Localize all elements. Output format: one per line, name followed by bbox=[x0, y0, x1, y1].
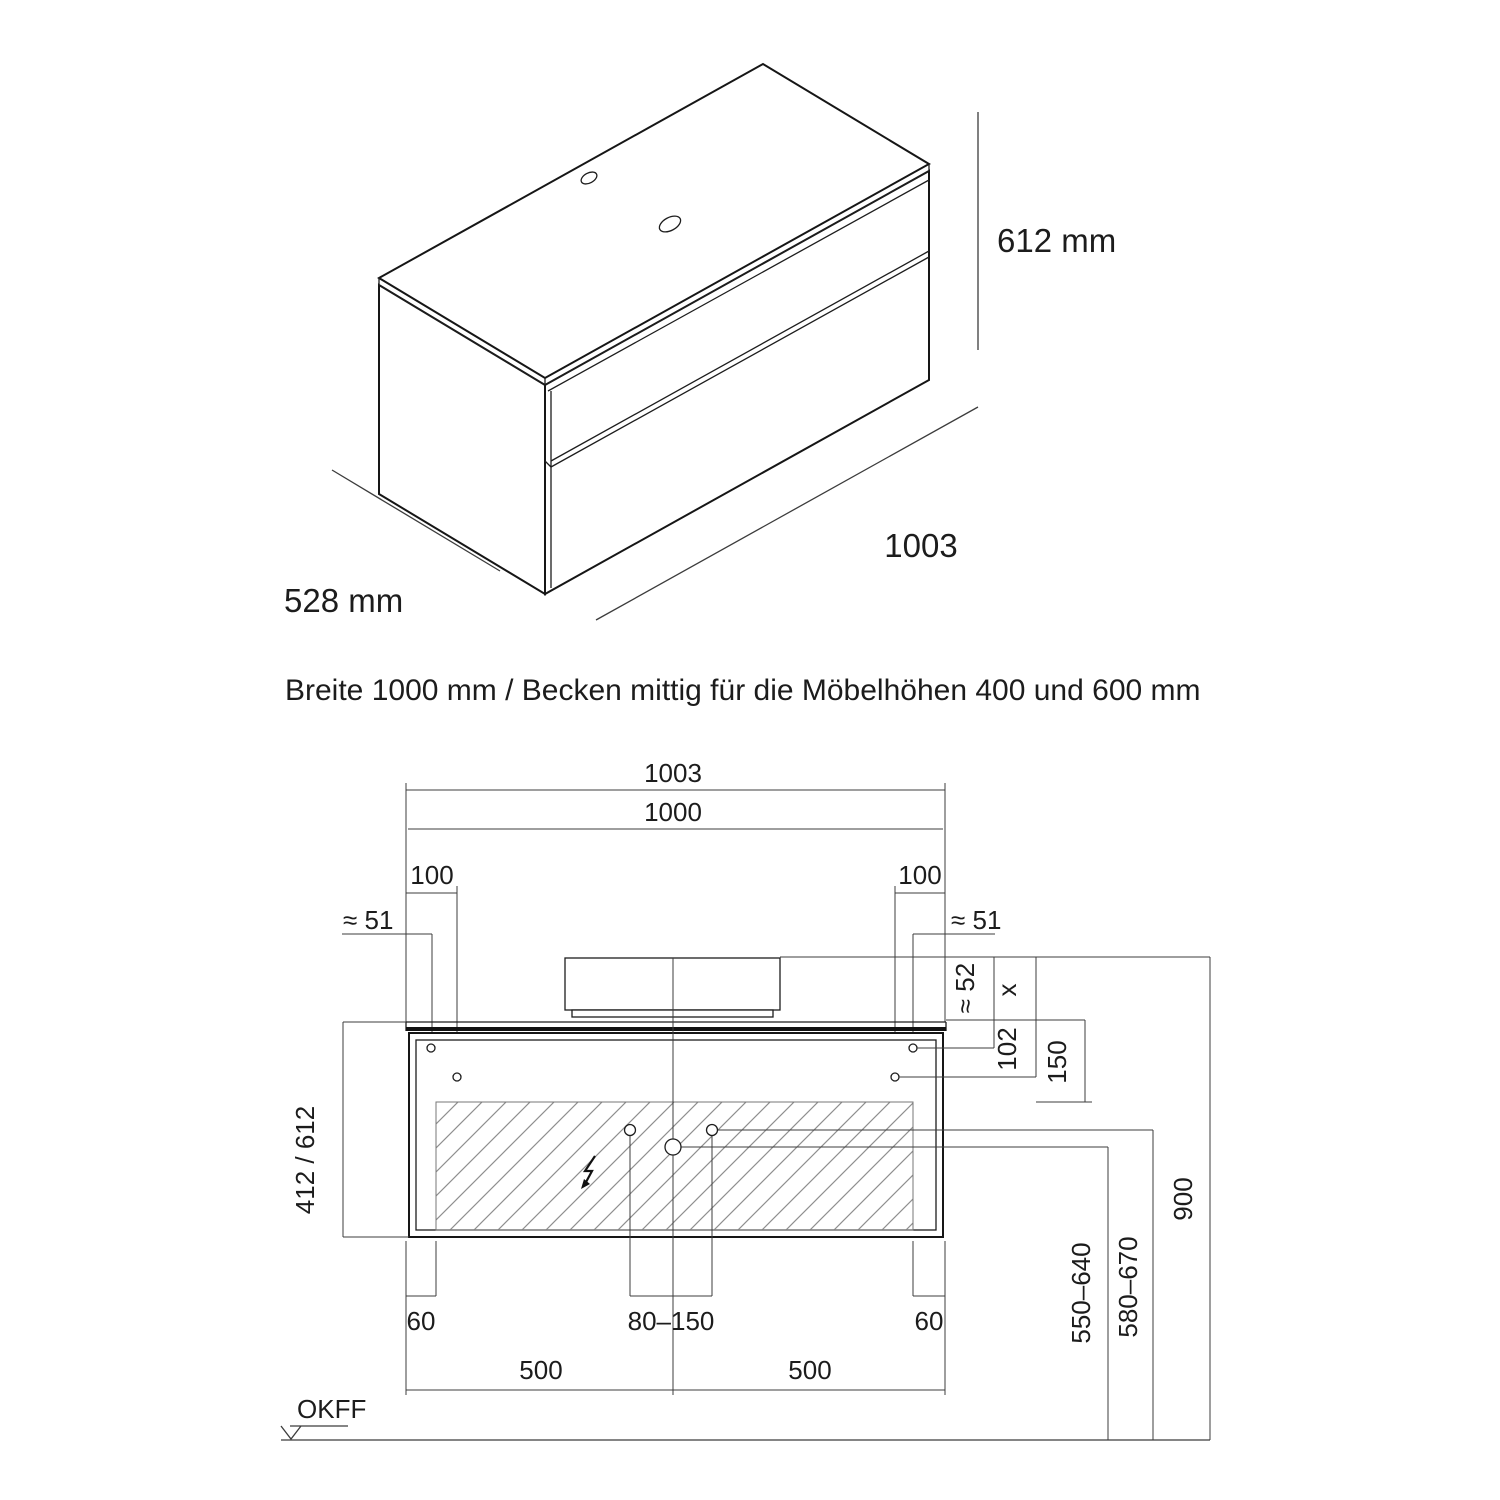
mounting-hole-left-1 bbox=[427, 1044, 435, 1052]
installation-zone-hatch bbox=[436, 1102, 913, 1230]
dim-500-right-label: 500 bbox=[788, 1355, 832, 1385]
connection-circle-left bbox=[625, 1125, 636, 1136]
dim-1000-label: 1000 bbox=[644, 797, 702, 827]
caption-text: Breite 1000 mm / Becken mittig für die Möbelhöhen 400 und 600 mm bbox=[285, 674, 1201, 707]
dim-100-right-label: 100 bbox=[898, 860, 942, 890]
supply-range-label: 580–670 bbox=[1113, 1236, 1143, 1338]
dim-x-label: x bbox=[992, 983, 1022, 997]
mounting-hole-right-1 bbox=[909, 1044, 917, 1052]
dim-1003-label: 1003 bbox=[644, 758, 702, 788]
mounting-hole-left-2 bbox=[453, 1073, 461, 1081]
floor-label: OKFF bbox=[297, 1394, 367, 1424]
dim-102-label: 102 bbox=[992, 1027, 1022, 1071]
dim-60-right-label: 60 bbox=[914, 1306, 944, 1336]
dim-500-left-label: 500 bbox=[519, 1355, 563, 1385]
mounting-hole-right-2 bbox=[891, 1073, 899, 1081]
drain-range-label: 550–640 bbox=[1066, 1242, 1096, 1344]
cabinet-height-dim-lines bbox=[343, 1022, 409, 1237]
wall-height-label: 900 bbox=[1168, 1177, 1198, 1221]
hole-right-label: ≈ 51 bbox=[951, 905, 1002, 935]
floor-level-icon bbox=[281, 1426, 348, 1439]
dim-80-150-label: 80–150 bbox=[627, 1306, 715, 1336]
iso-height-label: 612 mm bbox=[997, 222, 1117, 259]
dim-150-label: 150 bbox=[1042, 1040, 1072, 1084]
iso-depth-label: 528 mm bbox=[284, 582, 404, 619]
hole-left-leader bbox=[342, 934, 432, 1043]
dim-60-left-label: 60 bbox=[406, 1306, 436, 1336]
isometric-view bbox=[284, 64, 1116, 620]
drain-circle-center bbox=[665, 1139, 681, 1155]
cabinet-height-label: 412 / 612 bbox=[290, 1105, 320, 1215]
hole-left-label: ≈ 51 bbox=[343, 905, 394, 935]
dim-100-left-label: 100 bbox=[410, 860, 454, 890]
connection-circle-right bbox=[707, 1125, 718, 1136]
front-view bbox=[281, 758, 1210, 1440]
basin-height-label: ≈ 52 bbox=[950, 962, 980, 1014]
iso-width-label: 1003 bbox=[884, 527, 958, 564]
